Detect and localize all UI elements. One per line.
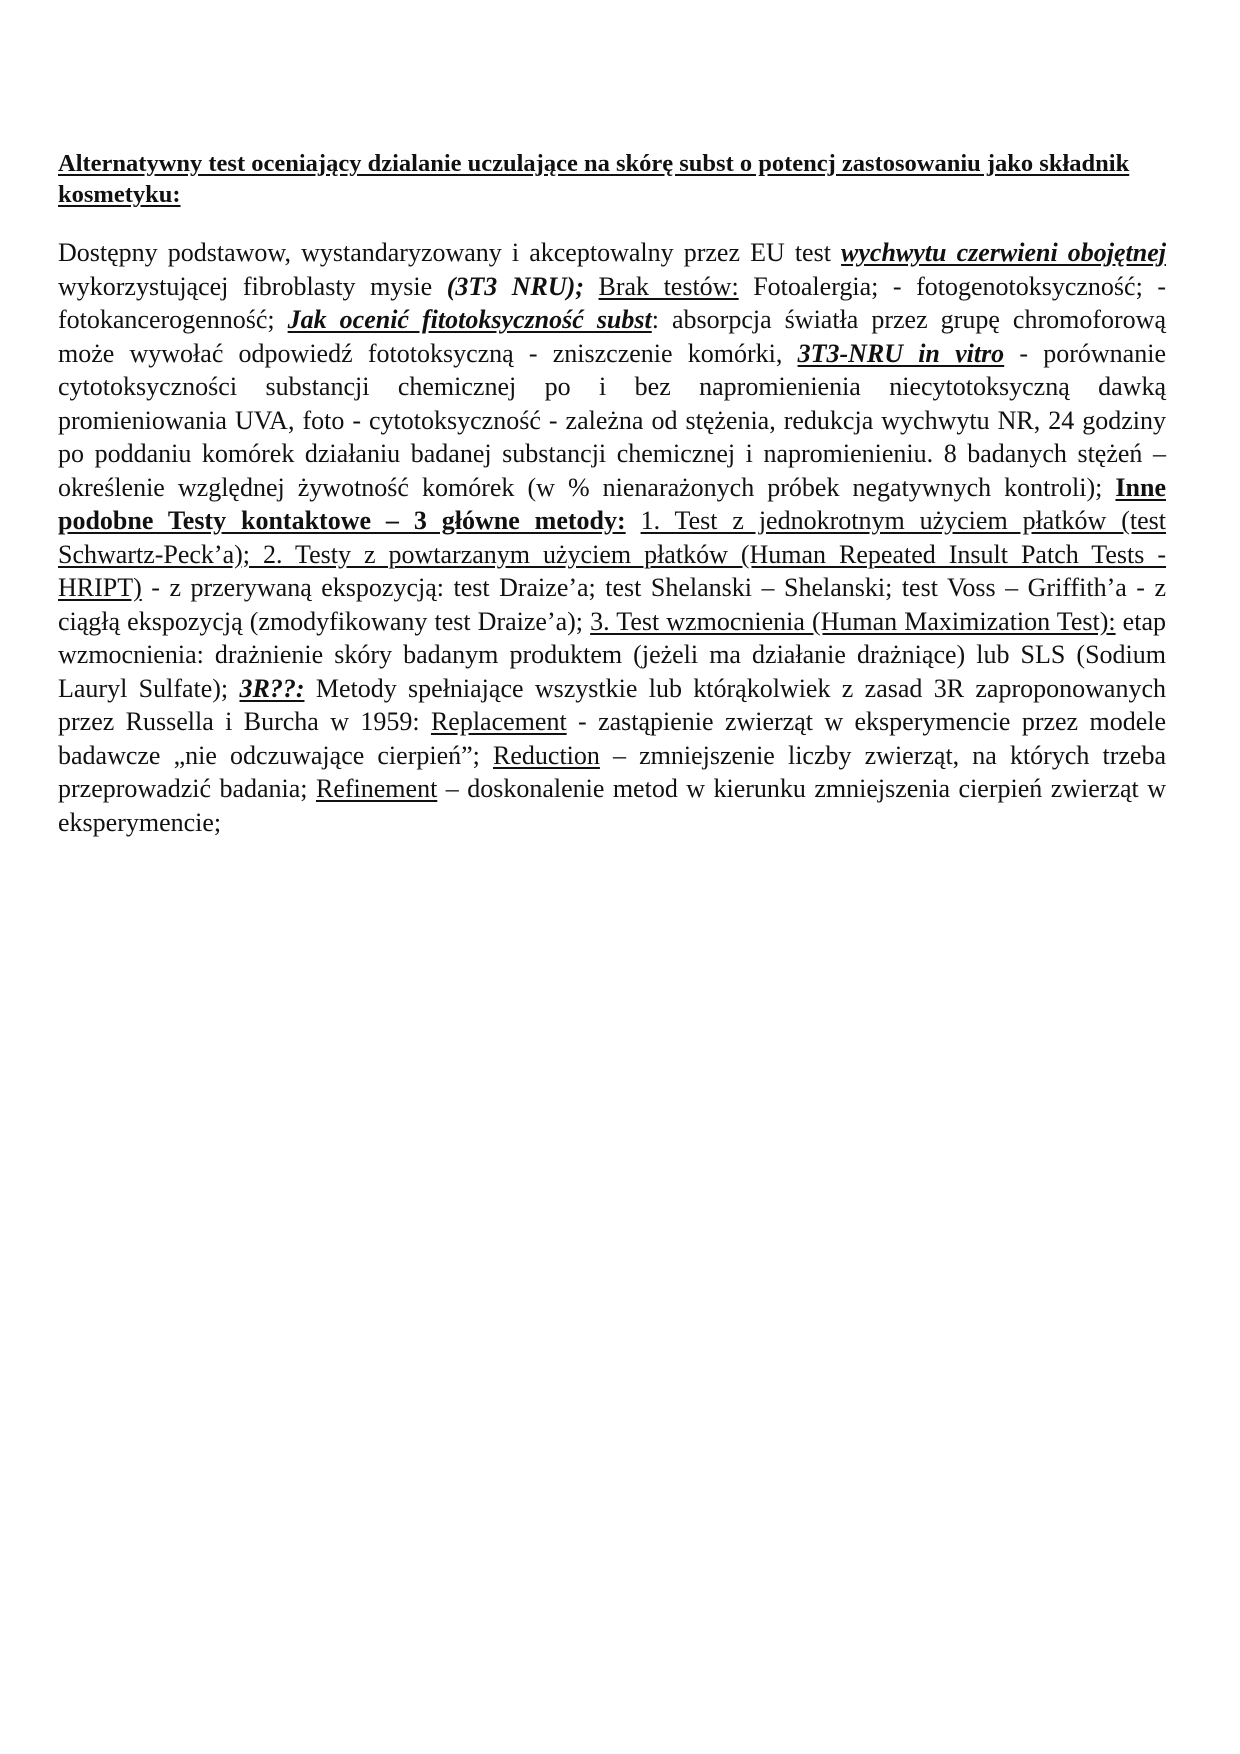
text-segment: - zastąpienie zwierząt w eksperymencie przez modele badawcze „nie odczuwające cierpień”;: [58, 707, 1167, 770]
term-reduction: Reduction: [493, 740, 600, 770]
heading-3r: 3R??:: [239, 673, 305, 703]
term-3t3-nru-in-vitro: 3T3-NRU in vitro: [797, 338, 1005, 368]
heading-missing-tests: Brak testów:: [598, 271, 739, 301]
text-segment: [584, 272, 599, 301]
text-segment: - z przerywaną ekspozycją: test Draize’a; test Shelanski – Shelanski; test Voss – Griffith’a - z ciągłą ekspozycją (zmodyfikowany test Draize’a);: [58, 573, 1166, 636]
heading-contact-tests: Inne podobne Testy kontaktowe – 3 główne metody:: [58, 472, 1166, 535]
term-refinement: Refinement: [316, 774, 438, 803]
term-replacement: Replacement: [430, 707, 567, 736]
term-3t3-nru: (3T3 NRU);: [446, 271, 584, 301]
text-segment: – doskonalenie metod w kierunku zmniejszenia cierpień zwierząt w eksperymencie;: [58, 774, 1166, 837]
term-neutral-red-uptake: wychwytu czerwieni obojętnej: [841, 238, 1166, 267]
text-segment: wykorzystującej fibroblasty mysie: [58, 271, 447, 301]
text-segment: Metody spełniające wszystkie lub którąkolwiek z zasad 3R zaproponowanych przez Russella i Burcha w 1959:: [58, 673, 1166, 736]
text-segment: – zmniejszenie liczby zwierząt, na których trzeba przeprowadzić badania;: [58, 740, 1167, 803]
text-segment: Dostępny podstawow, wystandaryzowany i akceptowalny przez EU test: [58, 238, 842, 267]
document-title: Alternatywny test oceniający dzialanie uczulające na skórę subst o potencj zastosowaniu jako składnik kosmetyku:: [58, 150, 1130, 208]
text-segment: : absorpcja światła przez grupę chromoforową może wywołać odpowiedź fototoksyczną - zniszczenie komórki,: [58, 305, 1166, 368]
text-segment: etap wzmocnienia: drażnienie skóry badanym produktem (jeżeli ma działanie drażniące) lub SLS (Sodium Lauryl Sulfate);: [58, 606, 1166, 703]
text-segment: [626, 506, 641, 535]
heading-phototoxicity-assessment: Jak ocenić fitotoksyczność subst: [287, 305, 652, 334]
text-segment: - porównanie cytotoksyczności substancji chemicznej po i bez napromienienia niecytotoksyczną dawką promieniowania UVA, foto - cytotoksyczność - zależna od stężenia, redukcja wychwytu NR, 24 godziny po poddaniu komórek działaniu badanej substancji chemicznej i napromienieniu. 8 badanych stężeń – określenie względnej żywotność komórek (w % nienarażonych próbek negatywnych kontroli);: [58, 338, 1166, 502]
document-body: [58, 236, 1166, 839]
text-segment: Fotoalergia; - fotogenotoksyczność; - fotokancerogenność;: [58, 271, 1166, 334]
heading-maximization-test: 3. Test wzmocnienia (Human Maximization Test):: [590, 606, 1116, 636]
text-patch-tests: 1. Test z jednokrotnym użyciem płatków (test Schwartz-Peck’a); 2. Testy z powtarzanym użyciem płatków (Human Repeated Insult Patch Tests - HRIPT): [58, 506, 1167, 602]
